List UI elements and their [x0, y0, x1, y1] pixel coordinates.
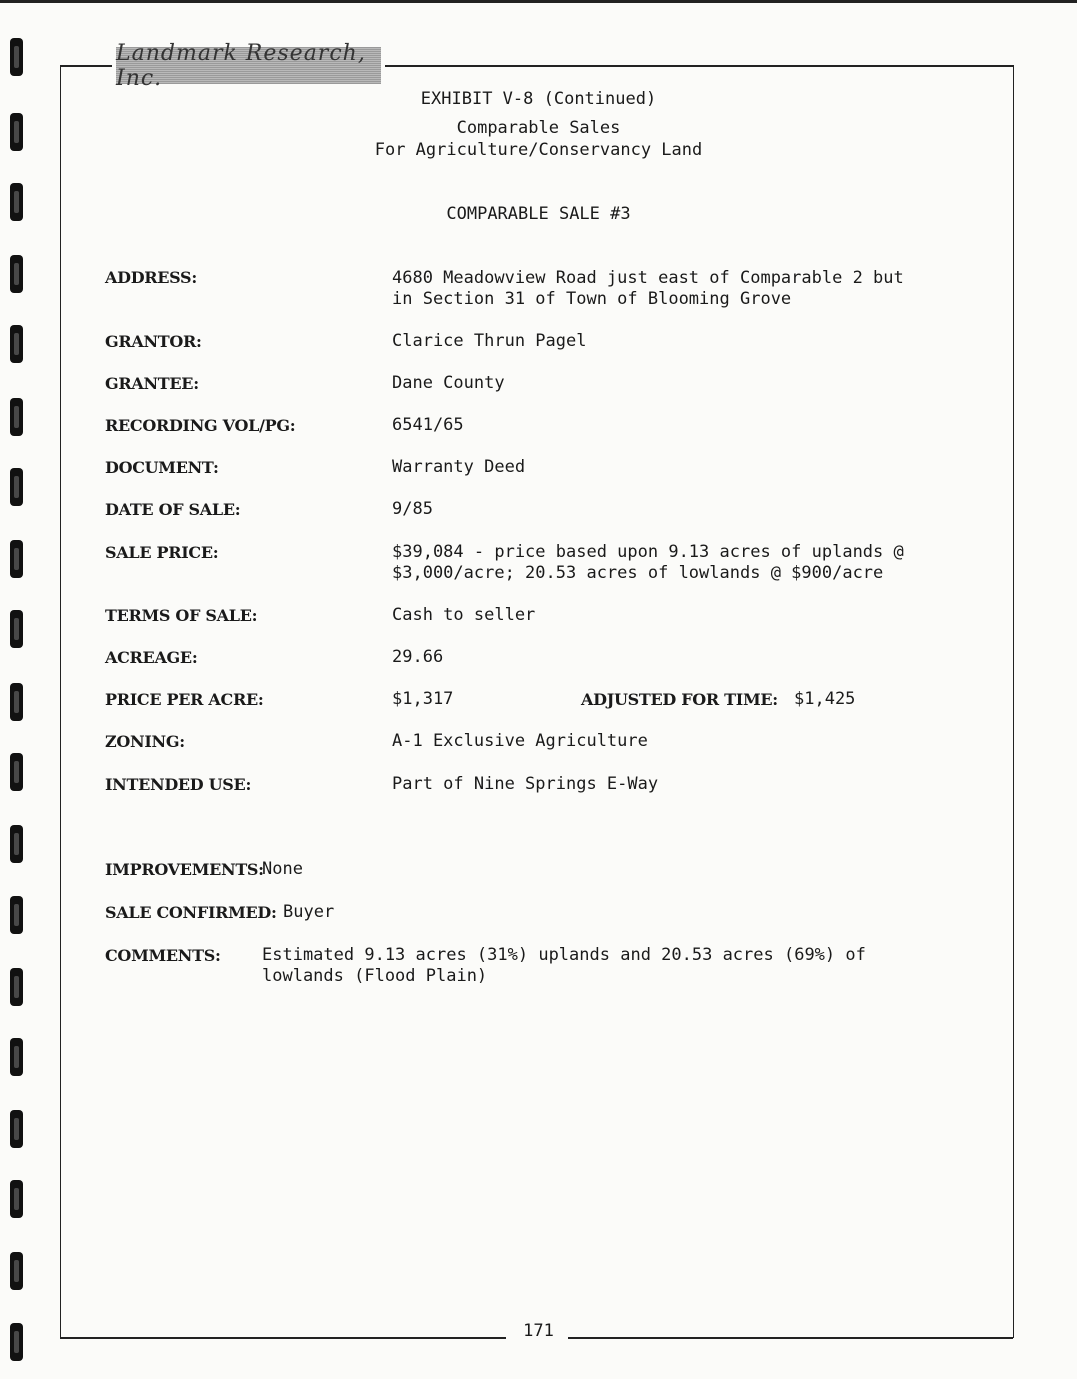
- comments-line-2: lowlands (Flood Plain): [262, 966, 488, 986]
- binder-hole-icon: [10, 896, 23, 934]
- sale-confirmed-label: SALE CONFIRMED:: [105, 903, 277, 922]
- binder-hole-icon: [10, 255, 23, 293]
- price-per-acre-label: PRICE PER ACRE:: [105, 690, 264, 709]
- grantee-label: GRANTEE:: [105, 374, 199, 393]
- address-line-1: 4680 Meadowview Road just east of Comparable 2 but: [392, 268, 904, 288]
- page-number: 171: [523, 1321, 554, 1341]
- document-label: DOCUMENT:: [105, 458, 219, 477]
- frame-top-rule-left: [60, 65, 112, 67]
- recording-label: RECORDING VOL/PG:: [105, 416, 296, 435]
- binder-hole-icon: [10, 1180, 23, 1218]
- comments-line-1: Estimated 9.13 acres (31%) uplands and 20.53 acres (69%) of: [262, 945, 866, 965]
- company-logo: [116, 40, 381, 91]
- exhibit-label: EXHIBIT V-8 (Continued): [420, 89, 657, 109]
- improvements-label: IMPROVEMENTS:: [105, 860, 264, 879]
- price-per-acre-value: $1,317: [392, 689, 454, 709]
- binder-hole-icon: [10, 1252, 23, 1290]
- binder-hole-icon: [10, 468, 23, 506]
- acreage-label: ACREAGE:: [105, 648, 198, 667]
- acreage-value: 29.66: [392, 647, 444, 667]
- adjusted-label: ADJUSTED FOR TIME:: [581, 690, 778, 709]
- grantee-value: Dane County: [392, 373, 505, 393]
- terms-label: TERMS OF SALE:: [105, 606, 258, 625]
- top-edge-line: [0, 0, 1077, 3]
- zoning-label: ZONING:: [105, 732, 185, 751]
- binder-hole-icon: [10, 1038, 23, 1076]
- frame-top-rule-right: [385, 65, 1013, 67]
- price-line-1: $39,084 - price based upon 9.13 acres of uplands @: [392, 542, 904, 562]
- document-value: Warranty Deed: [392, 457, 526, 477]
- comments-label: COMMENTS:: [105, 946, 221, 965]
- intended-use-value: Part of Nine Springs E-Way: [392, 774, 659, 794]
- recording-value: 6541/65: [392, 415, 464, 435]
- binder-hole-icon: [10, 683, 23, 721]
- binder-hole-icon: [10, 398, 23, 436]
- page-title: Comparable Sales: [456, 118, 621, 138]
- binder-hole-icon: [10, 540, 23, 578]
- date-label: DATE OF SALE:: [105, 500, 241, 519]
- binder-hole-icon: [10, 825, 23, 863]
- price-line-2: $3,000/acre; 20.53 acres of lowlands @ $900/acre: [392, 563, 884, 583]
- terms-value: Cash to seller: [392, 605, 536, 625]
- binder-hole-icon: [10, 610, 23, 648]
- sale-heading: COMPARABLE SALE #3: [446, 204, 631, 224]
- grantor-label: GRANTOR:: [105, 332, 202, 351]
- adjusted-value: $1,425: [794, 689, 856, 709]
- grantor-value: Clarice Thrun Pagel: [392, 331, 587, 351]
- binder-hole-icon: [10, 753, 23, 791]
- binder-hole-icon: [10, 1110, 23, 1148]
- sale-confirmed-value: Buyer: [283, 902, 335, 922]
- company-logo-text: Landmark Research, Inc.: [116, 40, 366, 91]
- price-label: SALE PRICE:: [105, 543, 219, 562]
- improvements-value: None: [262, 859, 303, 879]
- binder-hole-icon: [10, 38, 23, 76]
- binder-hole-icon: [10, 968, 23, 1006]
- date-value: 9/85: [392, 499, 433, 519]
- intended-use-label: INTENDED USE:: [105, 775, 252, 794]
- address-label: ADDRESS:: [105, 268, 197, 287]
- zoning-value: A-1 Exclusive Agriculture: [392, 731, 648, 751]
- address-line-2: in Section 31 of Town of Blooming Grove: [392, 289, 792, 309]
- binder-hole-icon: [10, 325, 23, 363]
- page-subtitle: For Agriculture/Conservancy Land: [374, 140, 703, 160]
